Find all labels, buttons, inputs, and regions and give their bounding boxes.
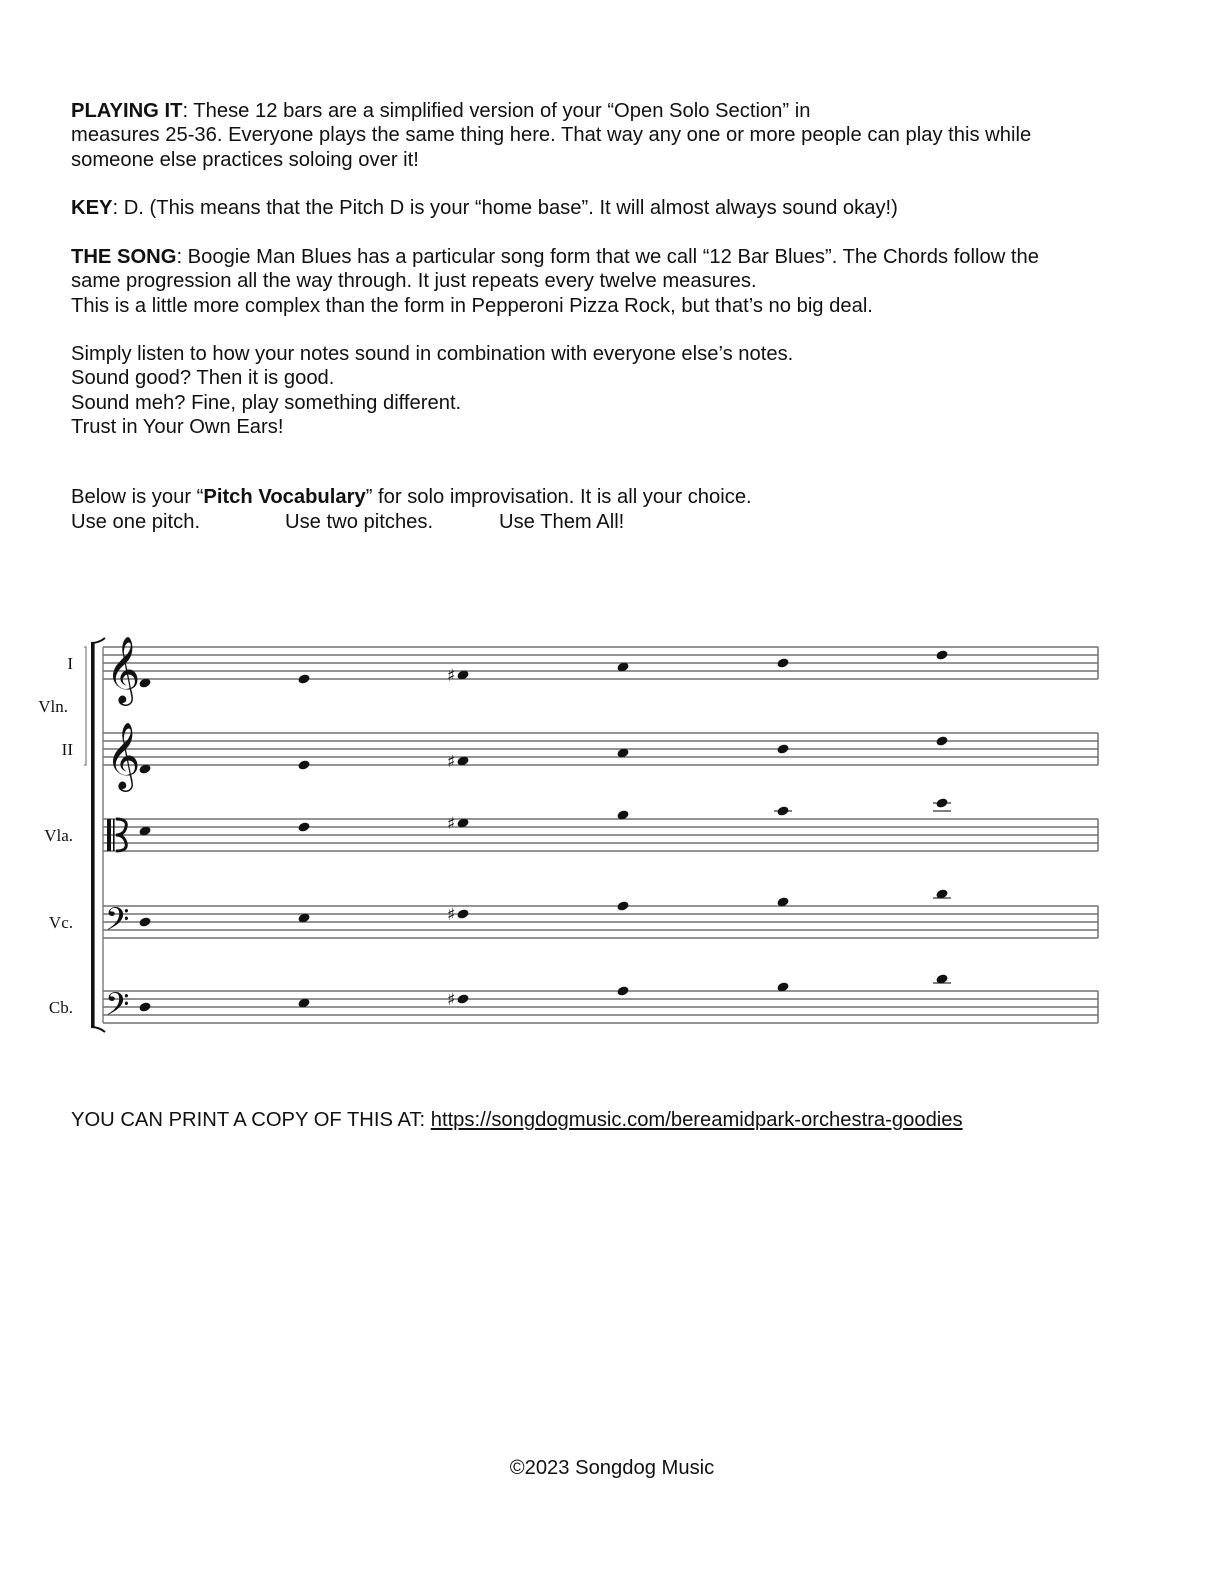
- listen-line-3: Sound meh? Fine, play something different.: [71, 391, 462, 414]
- note-head: [456, 993, 469, 1005]
- vocabulary-paragraph: [71, 485, 752, 509]
- system-bracket: [91, 643, 95, 1027]
- print-copy-line: [71, 1109, 963, 1132]
- note-head: [935, 649, 948, 661]
- the-song-line-1: : Boogie Man Blues has a particular song form that we call “12 Bar Blues”. The Chords follow the: [176, 246, 1039, 268]
- sharp-accidental-icon: ♯: [447, 752, 456, 772]
- note-head: [297, 759, 310, 771]
- music-score: [0, 600, 1224, 1050]
- key-paragraph: [71, 196, 898, 220]
- violin-group-bracket: [84, 647, 86, 765]
- the-song-line-2: same progression all the way through. It just repeats every twelve measures.: [71, 270, 757, 293]
- alto-clef-icon: [113, 819, 115, 851]
- playing-it-paragraph: [71, 99, 1031, 172]
- vocabulary-choices: [71, 510, 624, 534]
- the-song-line-3: This is a little more complex than the form in Pepperoni Pizza Rock, but that’s no big deal.: [71, 294, 873, 317]
- note-head: [138, 916, 151, 928]
- choice-two-pitches: Use two pitches.: [285, 511, 434, 533]
- the-song-paragraph: [71, 245, 1039, 318]
- note-head: [616, 900, 629, 912]
- instrument-label: I: [67, 654, 73, 673]
- instrument-label: Cb.: [48, 998, 73, 1017]
- listen-line-1: Simply listen to how your notes sound in combination with everyone else’s notes.: [71, 343, 794, 365]
- note-head: [297, 821, 310, 833]
- sharp-accidental-icon: ♯: [447, 905, 456, 925]
- vocabulary-after: ” for solo improvisation. It is all your choice.: [365, 486, 752, 508]
- bass-clef-icon: 𝄢: [105, 901, 130, 945]
- choice-one-pitch: Use one pitch.: [71, 511, 201, 533]
- sharp-accidental-icon: ♯: [447, 814, 456, 834]
- alto-clef-icon: [107, 819, 111, 851]
- playing-it-label: PLAYING IT: [71, 100, 183, 122]
- playing-it-line-3: someone else practices soloing over it!: [71, 148, 419, 171]
- system-bracket-hook: [91, 638, 105, 643]
- print-link[interactable]: https://songdogmusic.com/bereamidpark-orchestra-goodies: [430, 1109, 963, 1131]
- treble-clef-icon: 𝄞: [106, 721, 141, 789]
- listen-line-4: Trust in Your Own Ears!: [71, 416, 284, 439]
- note-head: [616, 985, 629, 997]
- note-head: [776, 743, 789, 755]
- note-head: [935, 797, 948, 809]
- listen-paragraph: [71, 342, 793, 440]
- bass-clef-icon: 𝄢: [105, 986, 130, 1030]
- note-head: [776, 805, 789, 817]
- note-head: [935, 735, 948, 747]
- copyright-footer: ©2023 Songdog Music: [509, 1457, 715, 1479]
- instrument-label: II: [61, 740, 73, 759]
- pitch-vocabulary-label: Pitch Vocabulary: [203, 486, 366, 508]
- violin-group-label: Vln.: [38, 697, 68, 716]
- the-song-label: THE SONG: [71, 246, 177, 268]
- listen-line-2: Sound good? Then it is good.: [71, 367, 335, 390]
- key-label: KEY: [71, 197, 113, 219]
- note-head: [138, 1001, 151, 1013]
- note-head: [456, 908, 469, 920]
- instrument-label: Vc.: [48, 913, 73, 932]
- sharp-accidental-icon: ♯: [447, 666, 456, 686]
- playing-it-line-2: measures 25-36. Everyone plays the same thing here. That way any one or more people can play this while: [71, 124, 1032, 147]
- note-head: [776, 657, 789, 669]
- choice-all-pitches: Use Them All!: [499, 511, 625, 533]
- system-bracket-hook: [91, 1027, 105, 1032]
- vocabulary-before: Below is your “: [71, 486, 204, 508]
- sharp-accidental-icon: ♯: [447, 990, 456, 1010]
- playing-it-line-1: : These 12 bars are a simplified version of your “Open Solo Section” in: [182, 100, 811, 122]
- treble-clef-icon: 𝄞: [106, 635, 141, 703]
- note-head: [297, 673, 310, 685]
- instrument-label: Vla.: [44, 826, 73, 845]
- key-text: : D. (This means that the Pitch D is your “home base”. It will almost always sound okay!): [112, 197, 898, 219]
- print-label: YOU CAN PRINT A COPY OF THIS AT:: [71, 1109, 431, 1131]
